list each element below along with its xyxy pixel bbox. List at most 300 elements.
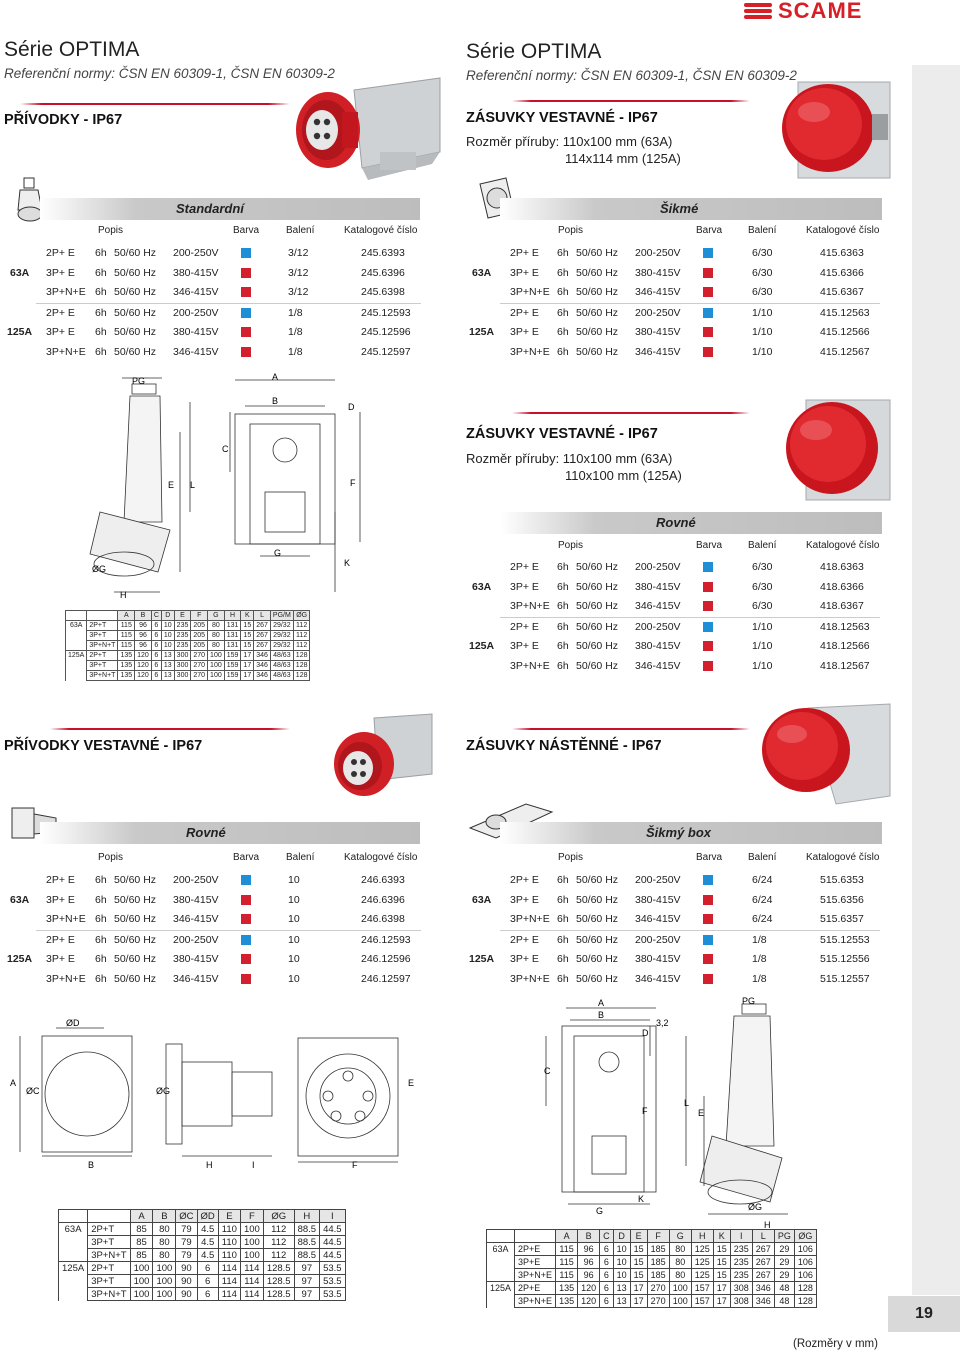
table-cell: 63A: [487, 1243, 515, 1256]
scame-logo-mark: [744, 2, 774, 20]
table-cell: 3P+N+T: [87, 671, 118, 681]
table-cell: 100: [240, 1223, 263, 1236]
table-cell: 110: [218, 1249, 240, 1262]
column-header: F: [191, 611, 208, 621]
catalog-number: 246.12596: [361, 953, 411, 965]
table-cell: 120: [135, 661, 152, 671]
column-header: G: [669, 1230, 691, 1243]
product-type: 3P+ E: [510, 893, 539, 906]
table-cell: [66, 661, 87, 671]
table-cell: 300: [174, 661, 191, 671]
frequency: 50/60 Hz: [114, 247, 157, 259]
voltage: 346-415V: [635, 913, 681, 925]
table-cell: 346: [752, 1282, 774, 1295]
amperage-63a: 63A: [10, 893, 30, 906]
product-type: 3P+ E: [510, 640, 539, 652]
dim-label-od: ØD: [66, 1018, 80, 1028]
clock-position: 6h: [557, 953, 569, 965]
table-cell: 125A: [59, 1262, 88, 1275]
table-cell: 308: [730, 1295, 752, 1308]
socket-angled-image: [772, 78, 894, 182]
column-header: C: [600, 1230, 614, 1243]
table-cell: 100: [208, 671, 225, 681]
table-header-row: [66, 611, 310, 621]
table-cell: 205: [191, 621, 208, 631]
table-cell: 100: [153, 1275, 176, 1288]
column-header: ØG: [794, 1230, 816, 1243]
table-cell: 112: [293, 641, 310, 651]
catalog-number: 415.6363: [820, 247, 864, 259]
col-katalog: Katalogové číslo: [344, 852, 418, 863]
column-header: C: [151, 611, 161, 621]
table-cell: 2P+T: [88, 1262, 130, 1275]
table-cell: 4.5: [197, 1223, 218, 1236]
table-cell: 4.5: [197, 1236, 218, 1249]
clock-position: 6h: [95, 953, 107, 965]
table-cell: 3P+T: [87, 631, 118, 641]
table-cell: 131: [224, 621, 241, 631]
packaging: 1/10: [752, 659, 773, 672]
table-cell: 63A: [59, 1223, 88, 1236]
column-header: I: [730, 1230, 752, 1243]
dim-label-a: A: [598, 998, 605, 1008]
column-header: H: [224, 611, 241, 621]
table-cell: 17: [241, 651, 254, 661]
col-popis: Popis: [558, 225, 584, 236]
table-cell: 112: [293, 621, 310, 631]
packaging: 10: [288, 933, 300, 946]
amperage-63a: 63A: [472, 893, 492, 906]
catalog-number: 418.6363: [820, 561, 864, 573]
col-barva: Barva: [233, 225, 260, 236]
product-type: 3P+ E: [510, 266, 539, 279]
red-color-swatch: [703, 914, 713, 924]
table-cell: 346: [254, 671, 271, 681]
table-cell: 135: [118, 661, 135, 671]
clock-position: 6h: [95, 266, 107, 279]
table-cell: [66, 641, 87, 651]
frequency: 50/60 Hz: [576, 893, 619, 906]
catalog-number: 246.12593: [361, 933, 411, 946]
frequency: 50/60 Hz: [114, 953, 157, 965]
red-color-swatch: [703, 974, 713, 984]
frequency: 50/60 Hz: [114, 266, 157, 279]
table-cell: 29/32: [270, 621, 293, 631]
clock-position: 6h: [557, 972, 569, 985]
column-header: [87, 611, 118, 621]
catalog-number: 246.12597: [361, 972, 411, 985]
amperage-125a: 125A: [469, 953, 495, 965]
table-cell: 96: [578, 1256, 600, 1269]
table-cell: 15: [713, 1243, 730, 1256]
table-cell: 128: [293, 661, 310, 671]
table-cell: 79: [176, 1223, 197, 1236]
col-baleni: Balení: [748, 540, 777, 551]
product-type: 2P+ E: [510, 874, 539, 886]
table-cell: 13: [613, 1282, 630, 1295]
section-divider: [512, 412, 750, 414]
band-rovne: [500, 512, 882, 534]
voltage: 380-415V: [635, 893, 681, 906]
column-header: [88, 1210, 130, 1223]
table-row: [66, 641, 310, 651]
packaging: 6/30: [752, 247, 773, 259]
table-cell: 270: [191, 661, 208, 671]
blue-color-swatch: [241, 875, 251, 885]
table-cell: 15: [241, 631, 254, 641]
packaging: 6/30: [752, 580, 773, 593]
voltage: 380-415V: [173, 326, 219, 338]
table-row: [487, 1295, 817, 1308]
table-cell: 100: [130, 1275, 153, 1288]
clock-position: 6h: [557, 247, 569, 259]
packaging: 1/10: [752, 326, 773, 338]
table-cell: 96: [578, 1269, 600, 1282]
band-standardni: [40, 198, 420, 220]
table-cell: 2P+T: [87, 651, 118, 661]
amperage-125a: 125A: [7, 953, 33, 965]
voltage: 346-415V: [173, 972, 219, 985]
col-popis: Popis: [558, 540, 584, 551]
page-number: 19: [888, 1296, 960, 1332]
frequency: 50/60 Hz: [576, 972, 619, 985]
catalog-number: 418.12566: [820, 640, 870, 652]
frequency: 50/60 Hz: [576, 913, 619, 925]
section-title-zasuvky-rovne: ZÁSUVKY VESTAVNÉ - IP67: [466, 426, 658, 442]
frequency: 50/60 Hz: [576, 580, 619, 593]
group-separator: [500, 617, 880, 618]
table-cell: 10: [161, 631, 174, 641]
product-type: 3P+ E: [46, 893, 75, 906]
table-cell: 115: [556, 1256, 578, 1269]
table-cell: 115: [556, 1243, 578, 1256]
catalog-number: 245.12597: [361, 345, 411, 358]
dim-label-g: G: [596, 1206, 604, 1216]
table-cell: 267: [254, 621, 271, 631]
table-row: [66, 621, 310, 631]
table-cell: 135: [118, 651, 135, 661]
frequency: 50/60 Hz: [576, 306, 619, 319]
col-katalog: Katalogové číslo: [806, 540, 880, 551]
dim-label-pg: PG: [132, 376, 146, 386]
table-cell: [59, 1236, 88, 1249]
column-header: A: [118, 611, 135, 621]
table-cell: 115: [118, 641, 135, 651]
clock-position: 6h: [95, 286, 107, 298]
product-type: 3P+N+E: [46, 972, 86, 985]
table-cell: 112: [293, 631, 310, 641]
red-color-swatch: [241, 347, 251, 357]
table-cell: [59, 1275, 88, 1288]
frequency: 50/60 Hz: [576, 933, 619, 946]
table-cell: 44.5: [320, 1236, 346, 1249]
red-color-swatch: [703, 582, 713, 592]
col-barva: Barva: [233, 852, 260, 863]
table-header-row: [487, 1230, 817, 1243]
table-cell: 2P+E: [515, 1282, 556, 1295]
clock-position: 6h: [557, 286, 569, 298]
catalog-number: 515.12557: [820, 972, 870, 985]
table-cell: 267: [254, 631, 271, 641]
table-cell: 90: [176, 1288, 197, 1301]
table-cell: 29: [774, 1269, 794, 1282]
blue-color-swatch: [241, 308, 251, 318]
dim-label-a: A: [272, 372, 279, 382]
red-color-swatch: [703, 347, 713, 357]
packaging: 10: [288, 953, 300, 965]
group-separator: [500, 303, 880, 304]
column-header: ØG: [263, 1210, 294, 1223]
packaging: 6/24: [752, 893, 773, 906]
catalog-number: 515.6356: [820, 893, 864, 906]
clock-position: 6h: [95, 933, 107, 946]
table-row: [59, 1275, 346, 1288]
packaging: 1/8: [752, 972, 767, 985]
table-row: [487, 1269, 817, 1282]
voltage: 200-250V: [635, 247, 681, 259]
table-row: [487, 1243, 817, 1256]
section-divider: [50, 728, 290, 730]
table-cell: 157: [691, 1282, 713, 1295]
table-cell: 13: [161, 651, 174, 661]
red-color-swatch: [241, 268, 251, 278]
column-header: K: [241, 611, 254, 621]
table-cell: 270: [647, 1295, 669, 1308]
table-row: [66, 631, 310, 641]
table-cell: 17: [241, 661, 254, 671]
dimension-table-2: [58, 1209, 346, 1301]
catalog-number: 515.12556: [820, 953, 870, 965]
socket-straight-image: [776, 396, 892, 504]
dim-label-f: F: [350, 478, 356, 488]
table-cell: 3P+E: [515, 1256, 556, 1269]
table-row: [66, 661, 310, 671]
flange-dim-125: 114x114 mm (125A): [565, 151, 681, 166]
voltage: 380-415V: [173, 953, 219, 965]
voltage: 380-415V: [635, 580, 681, 593]
norms-left: Referenční normy: ČSN EN 60309-1, ČSN EN 60309-2: [4, 66, 335, 81]
table-cell: 100: [130, 1262, 153, 1275]
table-cell: 114: [218, 1288, 240, 1301]
voltage: 200-250V: [635, 620, 681, 633]
table-cell: 17: [241, 671, 254, 681]
col-katalog: Katalogové číslo: [806, 225, 880, 236]
packaging: 6/30: [752, 561, 773, 573]
product-type: 3P+N+E: [510, 345, 550, 358]
dim-label-f: F: [352, 1160, 358, 1170]
dim-label-l: L: [684, 1098, 690, 1108]
product-type: 2P+ E: [46, 933, 75, 946]
table-cell: 10: [161, 621, 174, 631]
table-cell: 29/32: [270, 641, 293, 651]
packaging: 1/10: [752, 306, 773, 319]
dimension-table-1: [65, 610, 310, 681]
table-cell: 267: [752, 1243, 774, 1256]
table-cell: 15: [713, 1256, 730, 1269]
table-cell: 80: [153, 1236, 176, 1249]
amperage-63a: 63A: [10, 266, 30, 279]
red-color-swatch: [703, 954, 713, 964]
column-header: B: [153, 1210, 176, 1223]
voltage: 380-415V: [635, 266, 681, 279]
table-cell: 270: [647, 1282, 669, 1295]
table-cell: 48/63: [270, 671, 293, 681]
section-title-zasuvky-nastenne: ZÁSUVKY NÁSTĚNNÉ - IP67: [466, 738, 662, 754]
blue-color-swatch: [703, 935, 713, 945]
column-header: F: [647, 1230, 669, 1243]
column-header: ØD: [197, 1210, 218, 1223]
table-cell: 85: [130, 1249, 153, 1262]
clock-position: 6h: [557, 326, 569, 338]
dim-label-oc: ØC: [26, 1086, 40, 1096]
voltage: 200-250V: [635, 874, 681, 886]
frequency: 50/60 Hz: [576, 561, 619, 573]
frequency: 50/60 Hz: [576, 286, 619, 298]
voltage: 200-250V: [173, 247, 219, 259]
column-header: [487, 1230, 515, 1243]
red-color-swatch: [241, 954, 251, 964]
dim-label-b: B: [598, 1010, 605, 1020]
packaging: 6/30: [752, 266, 773, 279]
table-cell: 96: [578, 1243, 600, 1256]
table-cell: 80: [153, 1249, 176, 1262]
dim-label-b: B: [272, 396, 279, 406]
dim-label-pg: PG: [742, 996, 756, 1006]
table-cell: 114: [240, 1275, 263, 1288]
clock-position: 6h: [95, 247, 107, 259]
table-cell: 4.5: [197, 1249, 218, 1262]
catalog-number: 245.12593: [361, 306, 411, 319]
table-cell: 6: [197, 1275, 218, 1288]
voltage: 346-415V: [635, 972, 681, 985]
table-cell: 96: [135, 631, 152, 641]
amperage-125a: 125A: [469, 640, 495, 652]
table-cell: 120: [135, 651, 152, 661]
technical-drawing-3: [538, 996, 838, 1228]
table-cell: 48: [774, 1295, 794, 1308]
product-type: 3P+N+E: [46, 345, 86, 358]
catalog-number: 246.6396: [361, 893, 405, 906]
amperage-125a: 125A: [469, 326, 495, 338]
table-cell: 100: [208, 651, 225, 661]
column-header: E: [218, 1210, 240, 1223]
dim-label-d: D: [642, 1028, 649, 1038]
right-margin-strip: [912, 65, 960, 1295]
dim-label-f: F: [642, 1106, 648, 1116]
table-cell: 115: [118, 631, 135, 641]
table-cell: 270: [191, 651, 208, 661]
table-cell: 85: [130, 1223, 153, 1236]
table-cell: 6: [600, 1269, 614, 1282]
packaging: 3/12: [288, 286, 309, 298]
table-cell: 6: [600, 1295, 614, 1308]
table-cell: 235: [730, 1243, 752, 1256]
table-cell: 96: [135, 621, 152, 631]
voltage: 346-415V: [635, 286, 681, 298]
table-cell: 15: [241, 641, 254, 651]
table-cell: 112: [263, 1236, 294, 1249]
table-row: [66, 671, 310, 681]
table-cell: 235: [730, 1256, 752, 1269]
table-cell: 235: [174, 641, 191, 651]
table-cell: 2P+E: [515, 1243, 556, 1256]
column-header: E: [630, 1230, 647, 1243]
table-cell: 3P+N+T: [88, 1288, 130, 1301]
band-label: Šikmý box: [646, 825, 712, 840]
frequency: 50/60 Hz: [576, 640, 619, 652]
dim-label-og: ØG: [748, 1202, 763, 1212]
table-cell: 267: [254, 641, 271, 651]
voltage: 200-250V: [635, 306, 681, 319]
dim-label-b: B: [88, 1160, 95, 1170]
product-type: 2P+ E: [46, 874, 75, 886]
table-cell: 53.5: [320, 1288, 346, 1301]
dim-label-c: C: [544, 1066, 551, 1076]
packaging: 6/30: [752, 286, 773, 298]
table-cell: 53.5: [320, 1275, 346, 1288]
catalog-number: 415.6367: [820, 286, 864, 298]
red-color-swatch: [703, 601, 713, 611]
table-cell: 17: [713, 1282, 730, 1295]
column-header: H: [691, 1230, 713, 1243]
clock-position: 6h: [557, 893, 569, 906]
table-cell: 85: [130, 1236, 153, 1249]
product-type: 2P+ E: [510, 561, 539, 573]
table-cell: 3P+N+E: [515, 1269, 556, 1282]
table-cell: 6: [600, 1256, 614, 1269]
dimension-table-3: [486, 1229, 817, 1308]
table-cell: 131: [224, 641, 241, 651]
voltage: 380-415V: [635, 953, 681, 965]
table-row: [59, 1223, 346, 1236]
clock-position: 6h: [557, 933, 569, 946]
catalog-number: 418.6367: [820, 600, 864, 612]
dim-label-k: K: [638, 1194, 645, 1204]
column-header: PG: [774, 1230, 794, 1243]
red-color-swatch: [703, 327, 713, 337]
table-cell: 114: [240, 1288, 263, 1301]
column-header: L: [752, 1230, 774, 1243]
table-cell: 128: [794, 1282, 816, 1295]
column-header: D: [161, 611, 174, 621]
col-barva: Barva: [696, 852, 723, 863]
section-title-privodky: PŘÍVODKY - IP67: [4, 112, 123, 128]
clock-position: 6h: [557, 913, 569, 925]
table-cell: 6: [151, 671, 161, 681]
table-cell: 6: [151, 661, 161, 671]
table-cell: 131: [224, 631, 241, 641]
frequency: 50/60 Hz: [576, 326, 619, 338]
table-cell: 159: [224, 651, 241, 661]
table-cell: 112: [263, 1223, 294, 1236]
footer-note: (Rozměry v mm): [793, 1338, 878, 1350]
blue-color-swatch: [703, 562, 713, 572]
table-cell: 17: [630, 1295, 647, 1308]
product-type: 3P+N+E: [510, 972, 550, 985]
table-cell: 44.5: [320, 1223, 346, 1236]
table-row: [59, 1249, 346, 1262]
col-popis: Popis: [558, 852, 584, 863]
table-cell: 2P+T: [87, 621, 118, 631]
clock-position: 6h: [557, 561, 569, 573]
table-cell: 125: [691, 1256, 713, 1269]
catalog-number: 415.12563: [820, 306, 870, 319]
table-cell: 80: [669, 1243, 691, 1256]
product-type: 2P+ E: [46, 247, 75, 259]
amperage-63a: 63A: [472, 580, 492, 593]
table-cell: 125: [691, 1269, 713, 1282]
table-cell: 300: [174, 671, 191, 681]
